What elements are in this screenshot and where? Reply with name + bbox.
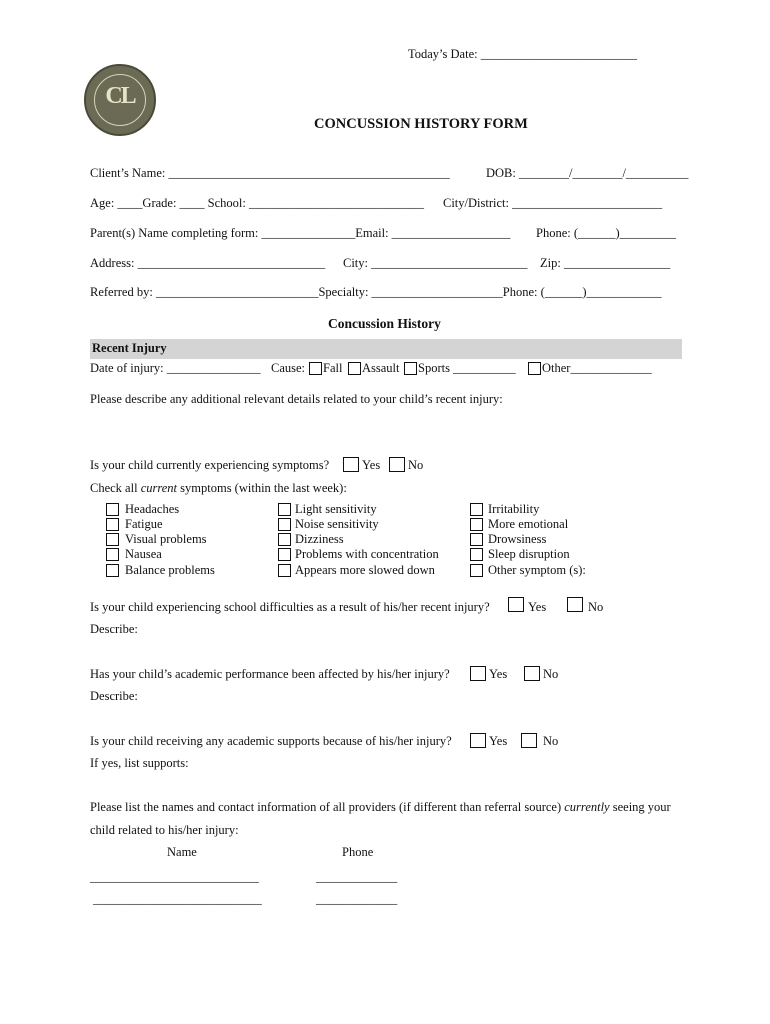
- logo-monogram: CL: [105, 83, 135, 109]
- dob-field[interactable]: DOB: ________/________/__________: [486, 166, 689, 180]
- referred-by-field[interactable]: Referred by: __________________________Specialty: _____________________Phone: (______)____________: [90, 285, 662, 299]
- provider-name-field[interactable]: ___________________________: [90, 870, 259, 884]
- providers-post: seeing your: [609, 800, 671, 814]
- recent-injury-label: Recent Injury: [92, 341, 167, 355]
- cause-other-label: Other_____________: [542, 361, 652, 375]
- parent-email-field[interactable]: Parent(s) Name completing form: _______________Email: ___________________: [90, 226, 511, 240]
- symptom-label: Appears more slowed down: [295, 563, 435, 577]
- provider-name-field[interactable]: ___________________________: [93, 892, 262, 906]
- cause-label: Cause:: [271, 361, 306, 375]
- check-all-post: symptoms (within the last week):: [177, 481, 347, 495]
- todays-date-field[interactable]: Today’s Date: _________________________: [408, 47, 637, 61]
- symptom-label: Problems with concentration: [295, 547, 439, 561]
- client-name-field[interactable]: Client’s Name: _____________________________________________: [90, 166, 450, 180]
- providers-prompt: [90, 800, 671, 815]
- school-yes-checkbox[interactable]: [508, 597, 524, 612]
- symptoms-yes-checkbox[interactable]: [343, 457, 359, 472]
- symptom-label: Other symptom (s):: [488, 563, 586, 577]
- age-grade-school-field[interactable]: Age: ____Grade: ____ School: ____________________________: [90, 196, 425, 210]
- supports-no-checkbox[interactable]: [521, 733, 537, 748]
- cause-fall-checkbox[interactable]: [309, 362, 322, 375]
- symptom-checkbox[interactable]: [470, 548, 483, 561]
- academic-describe-label: Describe:: [90, 689, 138, 703]
- academic-no-label: No: [543, 667, 559, 681]
- symptom-checkbox[interactable]: [106, 503, 119, 516]
- recent-injury-section-bar: [90, 339, 682, 359]
- cause-fall-label: Fall: [323, 361, 343, 375]
- check-all-instruction: [90, 481, 347, 496]
- city-field[interactable]: City: _________________________: [343, 256, 528, 270]
- injury-details-prompt: Please describe any additional relevant details related to your child’s recent injury:: [90, 392, 503, 406]
- symptom-label: Fatigue: [125, 517, 163, 531]
- symptoms-no-label: No: [408, 458, 424, 472]
- school-no-label: No: [588, 600, 604, 614]
- symptom-checkbox[interactable]: [106, 564, 119, 577]
- supports-no-label: No: [543, 734, 559, 748]
- symptom-checkbox[interactable]: [278, 533, 291, 546]
- symptom-label: Irritability: [488, 502, 540, 516]
- school-no-checkbox[interactable]: [567, 597, 583, 612]
- symptom-label: Noise sensitivity: [295, 517, 379, 531]
- symptom-label: Headaches: [125, 502, 180, 516]
- check-all-emphasis: current: [140, 481, 178, 495]
- zip-field[interactable]: Zip: _________________: [540, 256, 671, 270]
- symptom-checkbox[interactable]: [106, 548, 119, 561]
- cause-sports-checkbox[interactable]: [404, 362, 417, 375]
- academic-performance-question: Has your child’s academic performance been affected by his/her injury?: [90, 667, 450, 681]
- symptoms-no-checkbox[interactable]: [389, 457, 405, 472]
- symptoms-question: Is your child currently experiencing symptoms?: [90, 458, 330, 472]
- symptom-label: Balance problems: [125, 563, 215, 577]
- symptom-checkbox[interactable]: [278, 548, 291, 561]
- symptoms-yes-label: Yes: [362, 458, 381, 472]
- provider-name-header: Name: [167, 845, 197, 859]
- symptom-label: Drowsiness: [488, 532, 547, 546]
- cause-assault-checkbox[interactable]: [348, 362, 361, 375]
- symptom-checkbox[interactable]: [278, 503, 291, 516]
- provider-phone-header: Phone: [342, 845, 374, 859]
- symptom-checkbox[interactable]: [470, 564, 483, 577]
- symptom-checkbox[interactable]: [106, 533, 119, 546]
- date-of-injury-field[interactable]: Date of injury: _______________: [90, 361, 261, 375]
- school-difficulties-question: Is your child experiencing school difficulties as a result of his/her recent injury?: [90, 600, 490, 614]
- school-yes-label: Yes: [528, 600, 547, 614]
- symptom-label: Visual problems: [125, 532, 207, 546]
- supports-yes-label: Yes: [489, 734, 508, 748]
- symptom-label: Sleep disruption: [488, 547, 570, 561]
- symptom-label: Light sensitivity: [295, 502, 377, 516]
- form-title: CONCUSSION HISTORY FORM: [314, 116, 528, 132]
- providers-pre: Please list the names and contact information of all providers (if different than referral source): [90, 800, 565, 814]
- symptom-checkbox[interactable]: [470, 533, 483, 546]
- symptom-label: More emotional: [488, 517, 569, 531]
- academic-supports-question: Is your child receiving any academic supports because of his/her injury?: [90, 734, 452, 748]
- symptom-checkbox[interactable]: [470, 503, 483, 516]
- symptom-checkbox[interactable]: [106, 518, 119, 531]
- school-describe-label: Describe:: [90, 622, 138, 636]
- symptom-checkbox[interactable]: [278, 564, 291, 577]
- symptom-checkbox[interactable]: [278, 518, 291, 531]
- academic-no-checkbox[interactable]: [524, 666, 540, 681]
- symptom-label: Dizziness: [295, 532, 344, 546]
- providers-emphasis: currently: [564, 800, 610, 814]
- academic-yes-label: Yes: [489, 667, 508, 681]
- check-all-pre: Check all: [90, 481, 141, 495]
- providers-prompt-line2: child related to his/her injury:: [90, 823, 239, 837]
- concussion-history-heading: Concussion History: [328, 316, 441, 331]
- address-field[interactable]: Address: ______________________________: [90, 256, 326, 270]
- symptom-checkbox[interactable]: [470, 518, 483, 531]
- parent-phone-field[interactable]: Phone: (______)_________: [536, 226, 676, 240]
- city-district-field[interactable]: City/District: ________________________: [443, 196, 663, 210]
- organization-logo: [84, 64, 156, 136]
- academic-yes-checkbox[interactable]: [470, 666, 486, 681]
- symptom-label: Nausea: [125, 547, 162, 561]
- list-supports-label: If yes, list supports:: [90, 756, 189, 770]
- cause-other-checkbox[interactable]: [528, 362, 541, 375]
- cause-assault-label: Assault: [362, 361, 400, 375]
- supports-yes-checkbox[interactable]: [470, 733, 486, 748]
- cause-sports-label: Sports __________: [418, 361, 516, 375]
- provider-phone-field[interactable]: _____________: [316, 892, 398, 906]
- provider-phone-field[interactable]: _____________: [316, 870, 398, 884]
